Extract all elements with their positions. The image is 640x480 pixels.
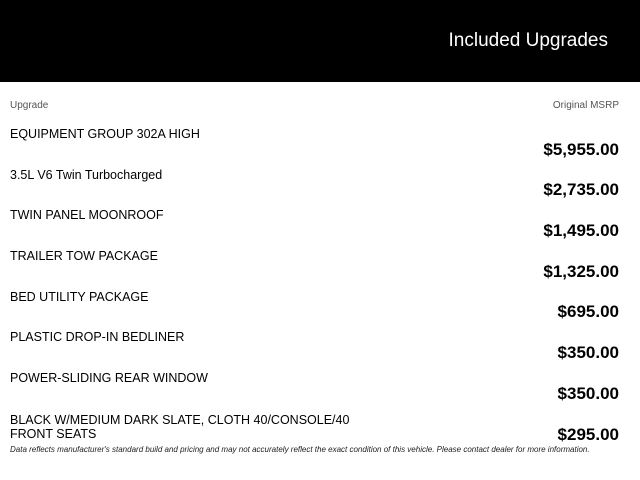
upgrade-name: TWIN PANEL MOONROOF	[10, 208, 164, 223]
upgrade-row	[10, 285, 619, 326]
upgrade-name: TRAILER TOW PACKAGE	[10, 249, 158, 264]
column-header-msrp: Original MSRP	[552, 100, 619, 111]
upgrade-price: $5,955.00	[543, 139, 619, 159]
upgrade-row	[10, 407, 619, 448]
upgrade-row	[10, 244, 619, 285]
page-title: Included Upgrades	[448, 30, 608, 51]
column-headers	[10, 100, 619, 114]
upgrade-name: EQUIPMENT GROUP 302A HIGH	[10, 127, 200, 141]
upgrade-name: PLASTIC DROP-IN BEDLINER	[10, 330, 185, 345]
upgrade-row	[10, 366, 619, 407]
upgrade-name: BED UTILITY PACKAGE	[10, 289, 149, 304]
upgrade-price: $350.00	[557, 383, 619, 403]
upgrade-price: $350.00	[557, 343, 619, 363]
disclaimer-text: Data reflects manufacturer's standard build and pricing and may not accurately reflect the exact condition of this vehicle. Please contact dealer for more information.	[10, 445, 590, 454]
upgrades-list	[10, 122, 619, 448]
upgrade-row	[10, 163, 619, 204]
upgrade-name: BLACK W/MEDIUM DARK SLATE, CLOTH 40/CONSOLE/40 FRONT SEATS	[10, 412, 350, 441]
upgrade-price: $1,495.00	[543, 221, 619, 241]
column-header-upgrade: Upgrade	[10, 100, 49, 111]
upgrade-name: 3.5L V6 Twin Turbocharged	[10, 167, 163, 182]
upgrade-price: $295.00	[557, 424, 619, 444]
upgrade-name: POWER-SLIDING REAR WINDOW	[10, 371, 208, 386]
header-bar	[0, 0, 640, 82]
upgrade-price: $1,325.00	[543, 261, 619, 281]
upgrade-row	[10, 325, 619, 366]
upgrade-price: $695.00	[557, 302, 619, 322]
upgrade-row	[10, 203, 619, 244]
upgrade-price: $2,735.00	[543, 180, 619, 200]
upgrade-row	[10, 122, 619, 163]
